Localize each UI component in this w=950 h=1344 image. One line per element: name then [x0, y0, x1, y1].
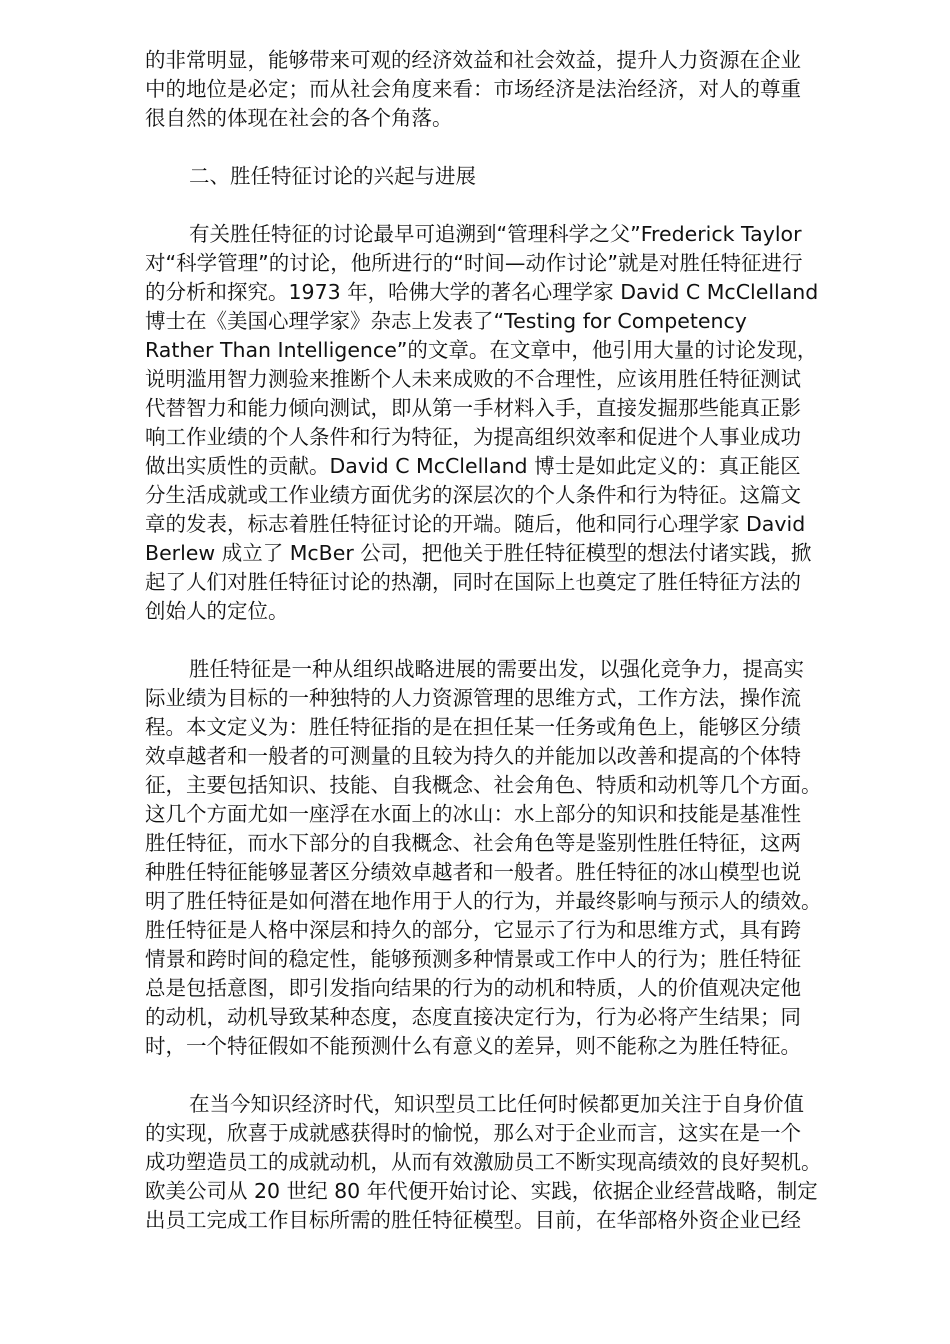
text-line: 效卓越者和一般者的可测量的且较为持久的并能加以改善和提高的个体特	[145, 744, 801, 768]
text-line: 的分析和探究。1973 年，哈佛大学的著名心理学家 David C McClelland	[145, 280, 819, 304]
text-line: 做出实质性的贡献。David C McClelland 博士是如此定义的：真正能区	[145, 454, 801, 478]
text-line: 总是包括意图，即引发指向结果的行为的动机和特质，人的价值观决定他	[145, 976, 801, 1000]
text-line: 明了胜任特征是如何潜在地作用于人的行为，并最终影响与预示人的绩效。	[145, 889, 822, 913]
text-line: 有关胜任特征的讨论最早可追溯到“管理科学之父”Frederick Taylor	[189, 222, 802, 246]
paragraph-definition	[145, 655, 875, 1061]
text-line: 创始人的定位。	[145, 599, 289, 623]
text-line: 的动机，动机导致某种态度，态度直接决定行为，行为必将产生结果；同	[145, 1005, 801, 1029]
text-line: 起了人们对胜任特征讨论的热潮，同时在国际上也奠定了胜任特征方法的	[145, 570, 801, 594]
text-line: 这几个方面尤如一座浮在水面上的冰山：水上部分的知识和技能是基准性	[145, 802, 801, 826]
text-line: 胜任特征是人格中深层和持久的部分，它显示了行为和思维方式，具有跨	[145, 918, 801, 942]
text-line: 的非常明显，能够带来可观的经济效益和社会效益，提升人力资源在企业	[145, 48, 801, 72]
text-line: 程。本文定义为：胜任特征指的是在担任某一任务或角色上，能够区分绩	[145, 715, 801, 739]
document-page	[145, 46, 875, 1264]
text-line: 种胜任特征能够显著区分绩效卓越者和一般者。胜任特征的冰山模型也说	[145, 860, 801, 884]
text-line: 情景和跨时间的稳定性，能够预测多种情景或工作中人的行为；胜任特征	[145, 947, 801, 971]
text-line: Rather Than Intelligence”的文章。在文章中，他引用大量的讨论发现，	[145, 338, 818, 362]
text-line: 博士在《美国心理学家》杂志上发表了“Testing for Competency	[145, 309, 747, 333]
text-line: 胜任特征，而水下部分的自我概念、社会角色等是鉴别性胜任特征，这两	[145, 831, 801, 855]
text-line: 章的发表，标志着胜任特征讨论的开端。随后，他和同行心理学家 David	[145, 512, 806, 536]
text-line: 的实现，欣喜于成就感获得时的愉悦，那么对于企业而言，这实在是一个	[145, 1121, 801, 1145]
text-line: 胜任特征是一种从组织战略进展的需要出发，以强化竞争力，提高实	[189, 657, 804, 681]
text-line: 在当今知识经济时代，知识型员工比任何时候都更加关注于自身价值	[189, 1092, 804, 1116]
text-line: 分生活成就或工作业绩方面优劣的深层次的个人条件和行为特征。这篇文	[145, 483, 801, 507]
paragraph-continued	[145, 46, 875, 133]
paragraph-knowledge-economy	[145, 1090, 875, 1235]
text-line: 时，一个特征假如不能预测什么有意义的差异，则不能称之为胜任特征。	[145, 1034, 801, 1058]
text-line: 出员工完成工作目标所需的胜任特征模型。目前，在华部格外资企业已经	[145, 1208, 801, 1232]
text-line: 说明滥用智力测验来推断个人未来成败的不合理性，应该用胜任特征测试	[145, 367, 801, 391]
text-line: 成功塑造员工的成就动机，从而有效激励员工不断实现高绩效的良好契机。	[145, 1150, 822, 1174]
paragraph-origin	[145, 220, 875, 626]
text-line: 响工作业绩的个人条件和行为特征，为提高组织效率和促进个人事业成功	[145, 425, 801, 449]
text-line: 征，主要包括知识、技能、自我概念、社会角色、特质和动机等几个方面。	[145, 773, 822, 797]
text-line: 很自然的体现在社会的各个角落。	[145, 106, 453, 130]
text-line: Berlew 成立了 McBer 公司，把他关于胜任特征模型的想法付诸实践，掀	[145, 541, 812, 565]
text-line: 欧美公司从 20 世纪 80 年代便开始讨论、实践，依据企业经营战略，制定	[145, 1179, 818, 1203]
text-line: 际业绩为目标的一种独特的人力资源管理的思维方式，工作方法，操作流	[145, 686, 801, 710]
text-line: 对“科学管理”的讨论，他所进行的“时间—动作讨论”就是对胜任特征进行	[145, 251, 803, 275]
text-line: 代替智力和能力倾向测试，即从第一手材料入手，直接发掘那些能真正影	[145, 396, 801, 420]
text-line: 中的地位是必定；而从社会角度来看：市场经济是法治经济，对人的尊重	[145, 77, 801, 101]
section-heading: 二、胜任特征讨论的兴起与进展	[189, 164, 476, 188]
